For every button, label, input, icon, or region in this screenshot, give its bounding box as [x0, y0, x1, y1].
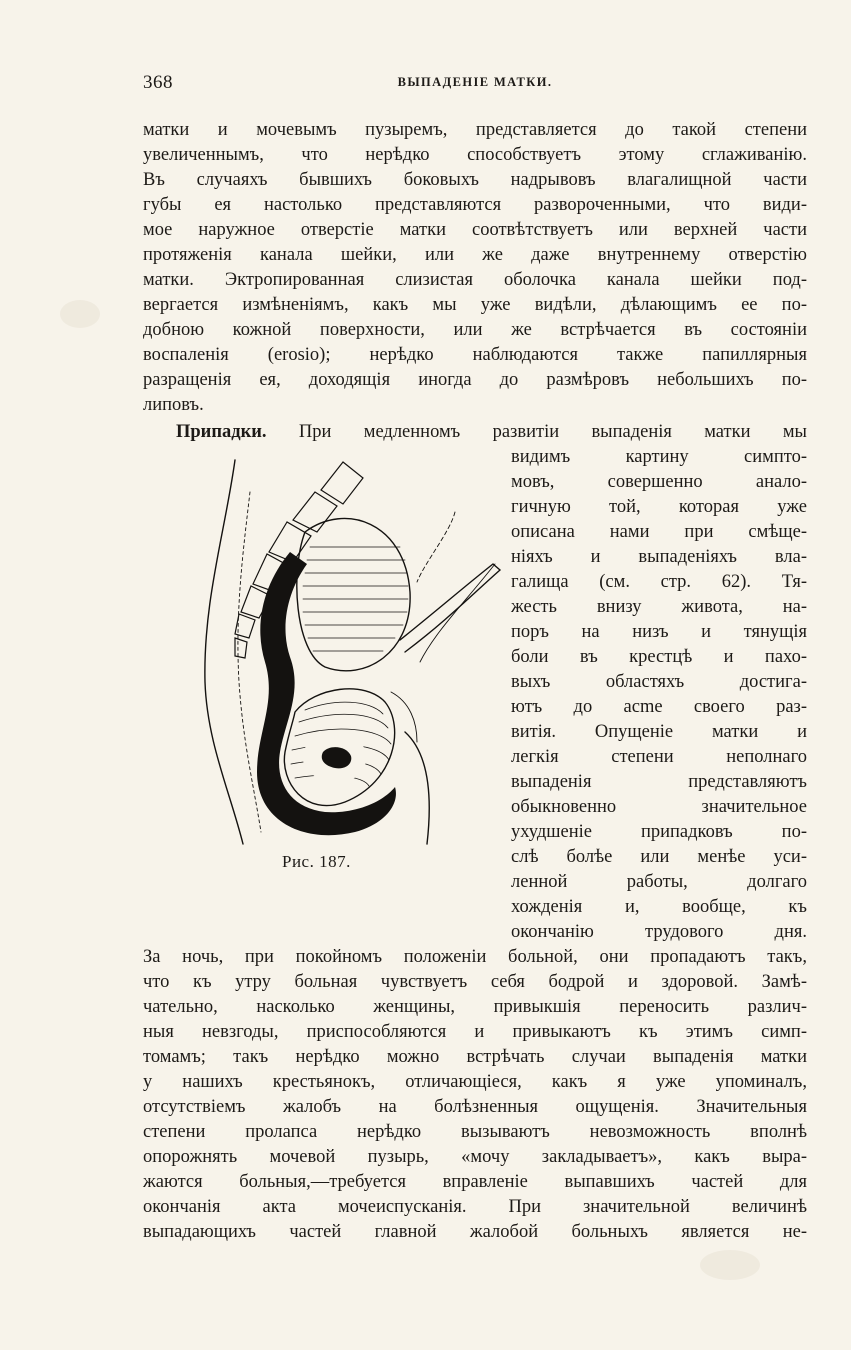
text-line: ухудшеніе припадковъ по-: [511, 822, 807, 842]
text-line: разращенія ея, доходящія иногда до размѣровъ небольшихъ по-: [143, 370, 807, 390]
figure-caption: Рис. 187.: [282, 852, 351, 871]
canal-fill: [257, 552, 396, 835]
word: При: [298, 422, 332, 442]
text-line: увеличеннымъ, что нерѣдко способствуетъ этому сглаживанію.: [143, 145, 807, 165]
text-line: жаются больныя,—требуется вправленіе выпавшихъ частей для: [143, 1172, 807, 1192]
pubic-wall: [400, 564, 500, 652]
text-line: видимъ картину симпто-: [511, 447, 807, 467]
text-line: губы ея настолько представляются развороченными, что види-: [143, 195, 807, 215]
text-line: окончанія акта мочеиспусканія. При значительной величинѣ: [143, 1197, 807, 1217]
text-line: вергается измѣненіямъ, какъ мы уже видѣли, дѣлающимъ ее по-: [143, 295, 807, 315]
text-line: степени пролапса нерѣдко вызываютъ невозможность вполнѣ: [143, 1122, 807, 1142]
bladder-outline: [297, 519, 410, 671]
paragraph-heading-line: [176, 420, 807, 445]
text-line: ніяхъ и выпаденіяхъ вла-: [511, 547, 807, 567]
running-title: ВЫПАДЕНІЕ МАТКИ.: [397, 75, 553, 89]
text-line: выпадающихъ частей главной жалобой больныхъ является не-: [143, 1222, 807, 1242]
text-line: мовъ, совершенно анало-: [511, 472, 807, 492]
bladder-hatching: [303, 547, 408, 651]
text-line: чательно, насколько женщины, привыкшія переносить различ-: [143, 997, 807, 1017]
text-line: витія. Опущеніе матки и: [511, 722, 807, 742]
section-heading: Припадки.: [176, 422, 267, 442]
text-line: матки и мочевымъ пузыремъ, представляется до такой степени: [143, 120, 807, 140]
text-line: что къ утру больная чувствуетъ себя бодрой и здоровой. Замѣ-: [143, 972, 807, 992]
text-line: воспаленія (erosio); нерѣдко наблюдаются также папиллярныя: [143, 345, 807, 365]
word: матки: [704, 422, 751, 442]
text-line: у нашихъ крестьянокъ, отличающіеся, какъ я уже упоминалъ,: [143, 1072, 807, 1092]
pubic-wall-line: [420, 564, 495, 662]
text-line: За ночь, при покойномъ положеніи больной, они пропадаютъ такъ,: [143, 947, 807, 967]
abdominal-line: [417, 512, 455, 582]
text-line: описана нами при смѣще-: [511, 522, 807, 542]
text-line: жесть внизу живота, на-: [511, 597, 807, 617]
text-line: ютъ до acme своего раз-: [511, 697, 807, 717]
text-line: слѣ болѣе или менѣе уси-: [511, 847, 807, 867]
text-line: добною кожной поверхности, или же встрѣчается въ состояніи: [143, 320, 807, 340]
word: развитіи: [492, 422, 560, 442]
paper-stain: [60, 300, 100, 328]
text-line: выпаденія представляютъ: [511, 772, 807, 792]
text-line: галища (см. стр. 62). Тя-: [511, 572, 807, 592]
text-line: протяженія канала шейки, или же даже внутреннему отверстію: [143, 245, 807, 265]
word: мы: [782, 422, 807, 442]
page-number: 368: [143, 72, 173, 93]
text-line: обыкновенно значительное: [511, 797, 807, 817]
body-contour-inner: [238, 492, 261, 832]
text-line: ленной работы, долгаго: [511, 872, 807, 892]
anatomical-illustration: [195, 452, 515, 862]
text-line: хожденія и, вообще, къ: [511, 897, 807, 917]
text-line: матки. Эктропированная слизистая оболочка канала шейки под-: [143, 270, 807, 290]
word: медленномъ: [363, 422, 461, 442]
text-line: ныя невзгоды, приспособляются и привыкаютъ къ этимъ симп-: [143, 1022, 807, 1042]
text-line: отсутствіемъ жалобъ на болѣзненныя ощущенія. Значительныя: [143, 1097, 807, 1117]
text-line: поръ на низъ и тянущія: [511, 622, 807, 642]
text-line: выхъ областяхъ достига-: [511, 672, 807, 692]
paper-stain: [700, 1250, 760, 1280]
text-line: боли въ крестцѣ и пахо-: [511, 647, 807, 667]
text-line: опорожнять мочевой пузырь, «мочу закладываетъ», какъ выра-: [143, 1147, 807, 1167]
text-line: томамъ; такъ нерѣдко можно встрѣчать случаи выпаденія матки: [143, 1047, 807, 1067]
text-line: Въ случаяхъ бывшихъ боковыхъ надрывовъ влагалищной части: [143, 170, 807, 190]
text-line: липовъ.: [143, 395, 204, 415]
body-contour: [205, 460, 243, 844]
text-line: мое наружное отверстіе матки соотвѣтствуетъ или верхней части: [143, 220, 807, 240]
page-header: [143, 72, 807, 98]
text-line: легкія степени неполнаго: [511, 747, 807, 767]
text-line: гичную той, которая уже: [511, 497, 807, 517]
text-line: окончанію трудового дня.: [511, 922, 807, 942]
perineal-line: [405, 732, 429, 844]
word: выпаденія: [591, 422, 672, 442]
